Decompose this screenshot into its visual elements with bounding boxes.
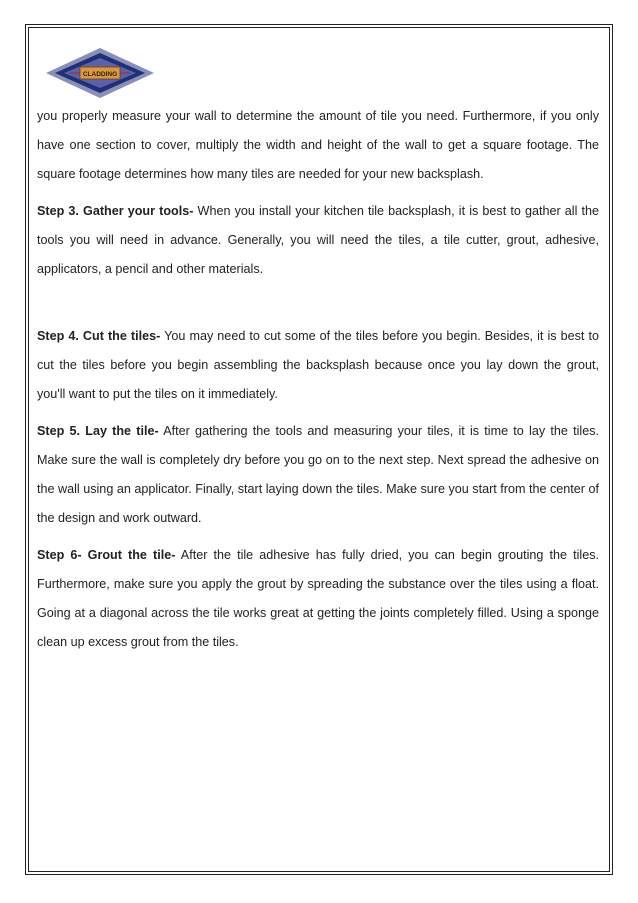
step-3-text: When you install your kitchen tile backsplash, it is best to gather all the tools you will need in advance. Generally, you will need the tiles, a tile cutter, grout, adhesive, applicators, a pencil and other materials. [37,204,600,276]
step-5-title: Step 5. Lay the tile- [37,424,159,438]
step-5-text: After gathering the tools and measuring your tiles, it is time to lay the tiles. Make sure the wall is completely dry before you go on to the next step. Next spread the adhesive on the wall using an applicator. Finally, start laying down the tiles. Make sure you start from the center of the design and work outward. [37,424,599,525]
logo-text: CLADDING [82,71,118,78]
step-3-title: Step 3. Gather your tools- [37,204,194,218]
step-5-paragraph [37,417,599,533]
step-6-paragraph [37,541,599,657]
step-4-paragraph [37,322,599,409]
document-body [37,102,599,665]
step-6-text: After the tile adhesive has fully dried, you can begin grouting the tiles. Furthermore, make sure you apply the grout by spreading the substance over the tiles using a float. Going at a diagonal across the tile works great at getting the joints completely filled. Using a sponge clean up excess grout from the tiles. [37,548,599,649]
company-logo [44,46,156,100]
intro-paragraph: you properly measure your wall to determine the amount of tile you need. Furthermore, if you only have one section to cover, multiply the width and height of the wall to get a square footage. The square footage determines how many tiles are needed for your new backsplash. [37,109,599,181]
step-4-text: You may need to cut some of the tiles before you begin. Besides, it is best to cut the tiles before you begin assembling the backsplash because once you lay down the grout, you'll want to put the tiles on it immediately. [37,329,599,401]
step-3-paragraph [37,197,599,284]
step-4-title: Step 4. Cut the tiles- [37,329,161,343]
step-6-title: Step 6- Grout the tile- [37,548,176,562]
